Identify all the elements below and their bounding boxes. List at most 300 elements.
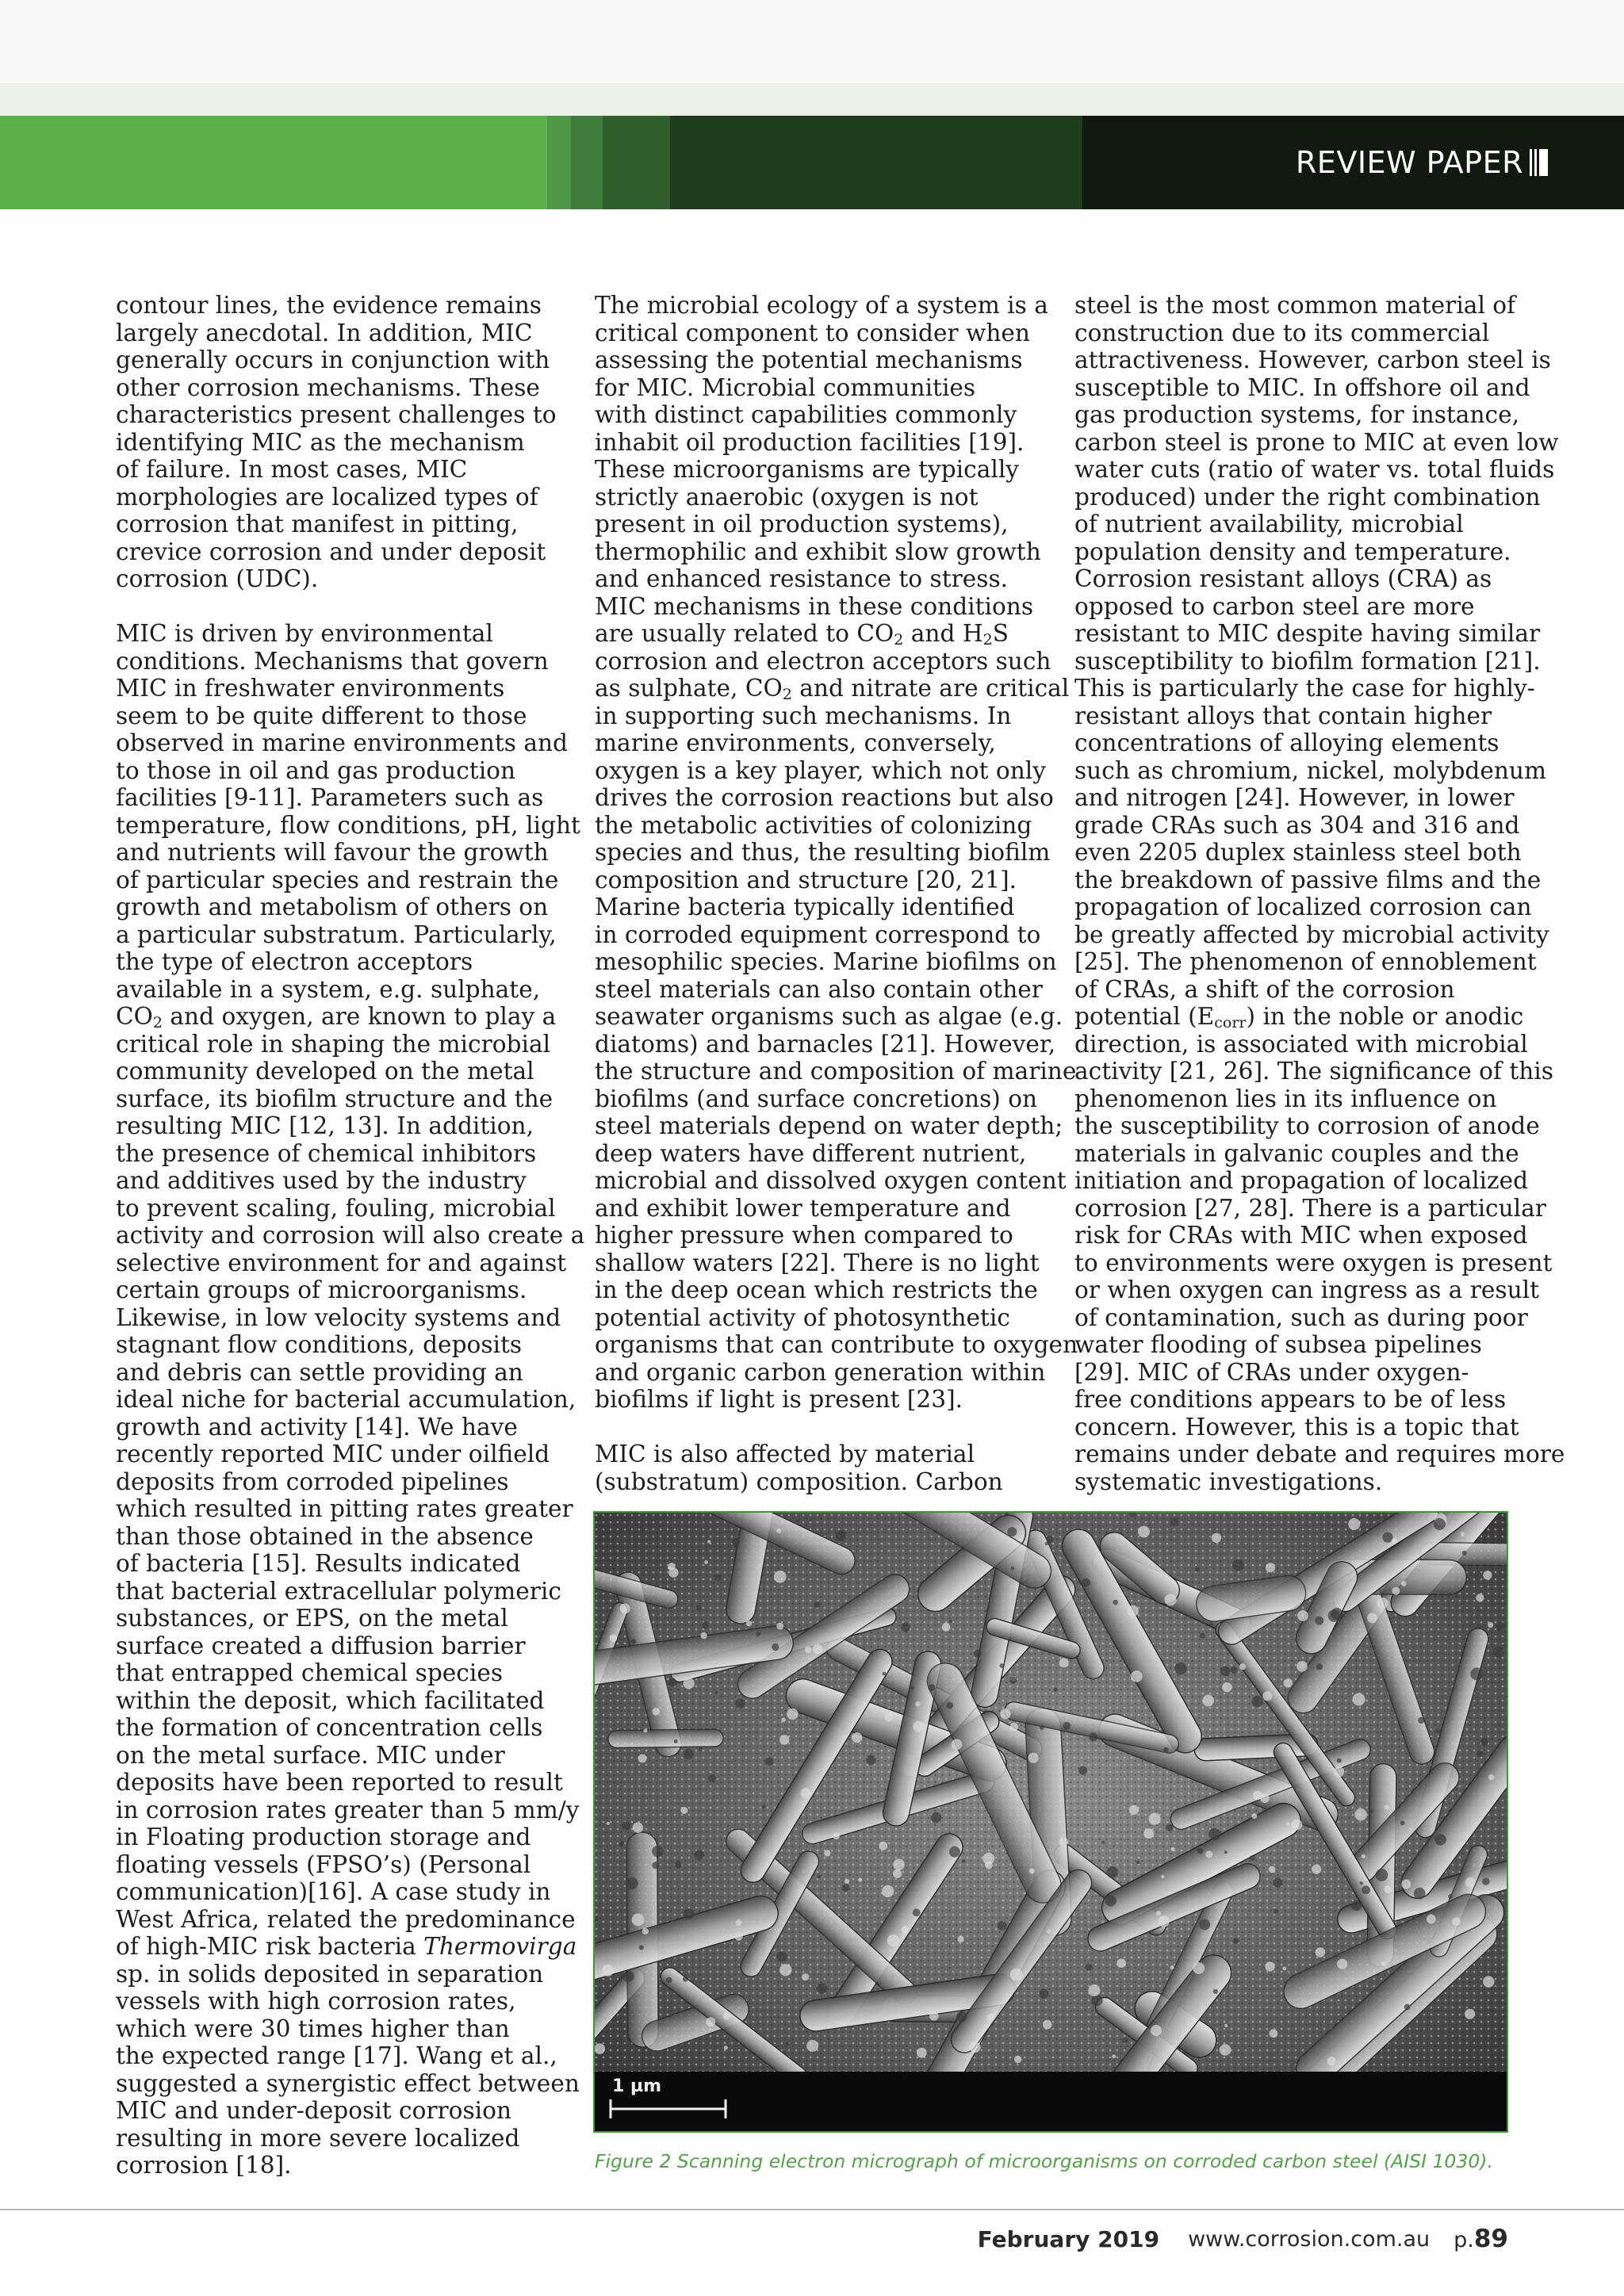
- text-line: materials in galvanic couples and the: [1074, 1139, 1519, 1167]
- deposit-particle: [666, 1977, 672, 1984]
- text-line: conditions. Mechanisms that govern: [116, 647, 549, 675]
- deposit-particle: [776, 1529, 781, 1533]
- text-line: mesophilic species. Marine biofilms on: [595, 948, 1057, 975]
- deposit-particle: [1193, 1962, 1205, 1974]
- text-line: for MIC. Microbial communities: [595, 373, 976, 401]
- deposit-particle: [1143, 1828, 1154, 1839]
- header-pale-band: [0, 83, 1624, 116]
- deposit-particle: [949, 1846, 960, 1858]
- scale-label: 1 µm: [612, 2076, 662, 2096]
- text-line: free conditions appears to be of less: [1074, 1386, 1507, 1413]
- deposit-particle: [1483, 1571, 1492, 1579]
- deposit-particle: [696, 1605, 702, 1611]
- deposit-particle: [1088, 1984, 1100, 1996]
- deposit-particle: [1401, 1879, 1411, 1888]
- deposit-particle: [845, 1879, 849, 1884]
- deposit-particle: [1156, 1911, 1161, 1915]
- deposit-particle: [1129, 1805, 1139, 1815]
- deposit-particle: [893, 1869, 902, 1878]
- deposit-particle: [970, 2042, 981, 2053]
- deposit-particle: [595, 2043, 605, 2054]
- deposit-particle: [1028, 1753, 1039, 1763]
- deposit-particle: [1014, 2056, 1021, 2063]
- deposit-particle: [805, 1647, 812, 1654]
- deposit-particle: [776, 1623, 783, 1630]
- deposit-particle: [1351, 1900, 1362, 1911]
- deposit-particle: [1334, 1766, 1345, 1777]
- deposit-particle: [1381, 1961, 1386, 1966]
- text-line: remains under debate and requires more: [1074, 1441, 1565, 1468]
- deposit-particle: [1091, 1995, 1102, 2006]
- deposit-particle: [1224, 1850, 1228, 1854]
- text-line: deposits from corroded pipelines: [116, 1468, 509, 1495]
- deposit-particle: [802, 1973, 809, 1980]
- deposit-particle: [982, 1853, 994, 1865]
- text-line: and nitrogen [24]. However, in lower: [1074, 784, 1515, 811]
- text-line: of bacteria [15]. Results indicated: [116, 1550, 521, 1577]
- text-line: composition and structure [20, 21].: [595, 866, 1017, 894]
- deposit-particle: [1385, 1885, 1392, 1893]
- deposit-particle: [1470, 1667, 1483, 1680]
- text-line: MIC is driven by environmental: [116, 620, 493, 647]
- deposit-particle: [1203, 1695, 1215, 1707]
- text-line: of particular species and restrain the: [116, 866, 559, 894]
- deposit-particle: [724, 2045, 728, 2049]
- text-line: of contamination, such as during poor: [1074, 1303, 1528, 1331]
- deposit-particle: [893, 1859, 904, 1870]
- text-line: initiation and propagation of localized: [1074, 1167, 1529, 1194]
- text-line: to environments were oxygen is present: [1074, 1249, 1553, 1276]
- deposit-particle: [1312, 1865, 1321, 1874]
- deposit-particle: [633, 1823, 643, 1833]
- header-band-2: [547, 116, 571, 209]
- deposit-particle: [1136, 1861, 1139, 1864]
- deposit-particle: [714, 1575, 722, 1582]
- text-line: crevice corrosion and under deposit: [116, 538, 546, 565]
- text-line: construction due to its commercial: [1074, 319, 1490, 346]
- text-line: and nutrients will favour the growth: [116, 839, 549, 866]
- text-line: growth and activity [14]. We have: [116, 1413, 518, 1441]
- text-line: steel materials can also contain other: [595, 975, 1043, 1003]
- text-line: $CO_2$ and oxygen, are known to play a: [116, 1003, 557, 1031]
- deposit-particle: [1262, 1691, 1272, 1701]
- text-line: present in oil production systems),: [595, 511, 1009, 538]
- deposit-particle: [1010, 1723, 1018, 1731]
- text-line: water flooding of subsea pipelines: [1074, 1331, 1482, 1358]
- text-line: diatoms) and barnacles [21]. However,: [595, 1030, 1056, 1058]
- text-line: suggested a synergistic effect between: [116, 2069, 580, 2097]
- deposit-particle: [642, 1928, 649, 1934]
- deposit-particle: [1200, 1632, 1205, 1638]
- deposit-particle: [1316, 1947, 1325, 1957]
- deposit-particle: [1266, 1563, 1275, 1572]
- text-line: propagation of localized corrosion can: [1074, 894, 1532, 920]
- text-line: which were 30 times higher than: [116, 2015, 510, 2042]
- deposit-particle: [1316, 1663, 1323, 1670]
- deposit-particle: [962, 1860, 966, 1864]
- deposit-particle: [946, 1702, 953, 1709]
- deposit-particle: [1166, 1824, 1173, 1831]
- deposit-particle: [1337, 1959, 1347, 1969]
- text-line: substances, or EPS, on the metal: [116, 1605, 508, 1632]
- text-line: Likewise, in low velocity systems and: [116, 1303, 561, 1331]
- text-line: corrosion and electron acceptors such: [595, 647, 1051, 675]
- deposit-particle: [700, 1632, 707, 1639]
- text-line: susceptibility to biofilm formation [21].: [1074, 647, 1541, 675]
- deposit-particle: [1063, 1722, 1071, 1730]
- deposit-particle: [817, 1983, 828, 1994]
- text-line: of failure. In most cases, MIC: [116, 456, 468, 483]
- text-line: certain groups of microorganisms.: [116, 1276, 527, 1303]
- text-line: of high-MIC risk bacteria Thermovirga: [116, 1933, 577, 1960]
- deposit-particle: [622, 1971, 634, 1982]
- deposit-particle: [619, 1841, 624, 1846]
- deposit-particle: [1107, 1866, 1119, 1878]
- text-line: within the deposit, which facilitated: [116, 1686, 545, 1714]
- deposit-particle: [1270, 2029, 1278, 2038]
- page-top-margin: [0, 0, 1624, 83]
- text-line: even 2205 duplex stainless steel both: [1074, 839, 1522, 866]
- text-column-3: [1074, 292, 1565, 1495]
- deposit-particle: [1046, 1536, 1054, 1544]
- text-line: sp. in solids deposited in separation: [116, 1960, 544, 1988]
- deposit-particle: [1253, 1791, 1262, 1800]
- text-line: biofilms (and surface concretions) on: [595, 1085, 1038, 1112]
- deposit-particle: [842, 1884, 850, 1892]
- deposit-particle: [707, 1540, 710, 1544]
- deposit-particle: [1138, 1526, 1150, 1538]
- text-line: susceptible to MIC. In offshore oil and: [1074, 373, 1530, 401]
- deposit-particle: [1047, 1929, 1051, 1933]
- deposit-particle: [774, 1571, 787, 1583]
- text-line: the formation of concentration cells: [116, 1714, 543, 1741]
- text-line: the type of electron acceptors: [116, 948, 473, 975]
- text-line: Marine bacteria typically identified: [595, 894, 1015, 920]
- text-line: deposits have been reported to result: [116, 1769, 563, 1796]
- deposit-particle: [974, 1650, 982, 1658]
- triple-bar-icon: [1530, 148, 1548, 177]
- deposit-particle: [765, 1757, 774, 1766]
- deposit-particle: [1362, 1854, 1365, 1858]
- deposit-particle: [801, 1788, 811, 1798]
- deposit-particle: [1434, 1834, 1446, 1846]
- text-line: the breakdown of passive films and the: [1074, 866, 1542, 894]
- text-line: in corrosion rates greater than 5 mm/y: [116, 1796, 580, 1823]
- text-line: available in a system, e.g. sulphate,: [116, 975, 541, 1003]
- deposit-particle: [601, 1631, 604, 1634]
- deposit-particle: [1089, 1732, 1097, 1741]
- text-line: the expected range [17]. Wang et al.,: [116, 2042, 557, 2069]
- deposit-particle: [653, 1708, 661, 1716]
- deposit-particle: [1000, 1663, 1005, 1668]
- text-line: MIC in freshwater environments: [116, 675, 505, 702]
- deposit-particle: [674, 1739, 678, 1743]
- text-line: critical component to consider when: [595, 319, 1030, 346]
- deposit-particle: [668, 1678, 676, 1687]
- text-column-1: [116, 292, 585, 2179]
- deposit-particle: [620, 1603, 630, 1613]
- deposit-particle: [735, 1699, 745, 1709]
- footer-website: www.corrosion.com.au: [1188, 2226, 1431, 2252]
- deposit-particle: [806, 2040, 818, 2052]
- text-line: concern. However, this is a topic that: [1074, 1413, 1519, 1441]
- deposit-particle: [1436, 1728, 1441, 1733]
- deposit-particle: [1127, 1605, 1139, 1617]
- deposit-particle: [858, 1878, 862, 1882]
- footer-page-number: 89: [1473, 2225, 1508, 2253]
- deposit-particle: [1385, 1805, 1389, 1810]
- deposit-particle: [866, 1755, 875, 1765]
- deposit-particle: [813, 1644, 823, 1655]
- deposit-particle: [1284, 1678, 1293, 1687]
- text-line: and organic carbon generation within: [595, 1358, 1046, 1386]
- text-line: The microbial ecology of a system is a: [595, 292, 1048, 319]
- text-line: direction, is associated with microbial: [1074, 1030, 1528, 1058]
- text-line: organisms that can contribute to oxygen: [595, 1331, 1078, 1358]
- deposit-particle: [1493, 1647, 1504, 1658]
- deposit-particle: [706, 2017, 715, 2026]
- text-line: thermophilic and exhibit slow growth: [595, 538, 1041, 565]
- deposit-particle: [1086, 1964, 1093, 1971]
- header-band-5: [670, 116, 805, 209]
- deposit-particle: [1174, 1663, 1186, 1674]
- deposit-particle: [987, 2014, 994, 2021]
- deposit-particle: [1011, 1567, 1015, 1571]
- deposit-particle: [852, 1732, 862, 1743]
- deposit-particle: [929, 2011, 939, 2021]
- deposit-particle: [1480, 1738, 1488, 1746]
- deposit-particle: [824, 1850, 830, 1856]
- deposit-particle: [779, 1964, 791, 1976]
- deposit-particle: [1337, 1758, 1342, 1763]
- text-line: MIC and under-deposit corrosion: [116, 2097, 512, 2124]
- text-line: in corroded equipment correspond to: [595, 920, 1041, 948]
- deposit-particle: [1158, 1915, 1170, 1927]
- deposit-particle: [1212, 1533, 1221, 1543]
- text-line: which resulted in pitting rates greater: [116, 1495, 573, 1522]
- deposit-particle: [1171, 1847, 1175, 1851]
- deposit-particle: [668, 1563, 675, 1570]
- header-band-3: [571, 116, 603, 209]
- deposit-particle: [1370, 1809, 1373, 1812]
- text-line: surface created a diffusion barrier: [116, 1632, 526, 1659]
- deposit-particle: [1197, 1848, 1204, 1854]
- deposit-particle: [683, 1976, 688, 1982]
- text-line: selective environment for and against: [116, 1249, 567, 1276]
- text-line: potential activity of photosynthetic: [595, 1303, 1010, 1331]
- text-line: corrosion [27, 28]. There is a particular: [1074, 1194, 1546, 1222]
- text-line: be greatly affected by microbial activity: [1074, 920, 1549, 948]
- text-line: of nutrient availability, microbial: [1074, 511, 1464, 538]
- deposit-particle: [781, 1718, 786, 1723]
- text-line: [25]. The phenomenon of ennoblement: [1074, 948, 1537, 975]
- header-band-6: [805, 116, 1082, 209]
- text-line: the structure and composition of marine: [595, 1058, 1077, 1085]
- text-line: seem to be quite different to those: [116, 702, 527, 729]
- text-line: risk for CRAs with MIC when exposed: [1074, 1222, 1528, 1249]
- deposit-particle: [1224, 2024, 1228, 2027]
- deposit-particle: [1452, 1917, 1461, 1926]
- deposit-particle: [952, 1739, 963, 1750]
- text-line: opposed to carbon steel are more: [1074, 592, 1475, 620]
- text-line: resulting in more severe localized: [116, 2124, 520, 2152]
- deposit-particle: [675, 1862, 682, 1869]
- deposit-particle: [644, 1729, 648, 1733]
- text-line: critical role in shaping the microbial: [116, 1030, 551, 1058]
- text-line: on the metal surface. MIC under: [116, 1741, 505, 1769]
- text-line: species and thus, the resulting biofilm: [595, 839, 1051, 866]
- text-line: other corrosion mechanisms. These: [116, 373, 540, 401]
- text-line: floating vessels (FPSO’s) (Personal: [116, 1850, 531, 1878]
- footer-page-prefix: p.: [1454, 2228, 1474, 2252]
- deposit-particle: [817, 1874, 821, 1878]
- deposit-particle: [694, 1850, 704, 1860]
- deposit-particle: [1170, 1517, 1179, 1526]
- deposit-particle: [1208, 1828, 1220, 1840]
- deposit-particle: [1315, 1617, 1323, 1625]
- text-line: assessing the potential mechanisms: [595, 346, 1023, 373]
- deposit-particle: [622, 1821, 630, 1830]
- deposit-particle: [1112, 2054, 1116, 2058]
- deposit-particle: [1375, 1869, 1388, 1881]
- deposit-particle: [1327, 2057, 1336, 2065]
- figure-caption: Figure 2 Scanning electron micrograph of microorganisms on corroded carbon steel (AISI 1030).: [595, 2150, 1493, 2172]
- deposit-particle: [772, 1644, 779, 1651]
- deposit-particle: [1239, 1663, 1246, 1670]
- text-line: the metabolic activities of colonizing: [595, 811, 1032, 839]
- deposit-particle: [652, 1846, 663, 1857]
- text-line: These microorganisms are typically: [595, 456, 1019, 483]
- text-line: activity and corrosion will also create a: [116, 1222, 585, 1249]
- deposit-particle: [1477, 1750, 1484, 1757]
- deposit-particle: [736, 1919, 742, 1926]
- deposit-particle: [785, 2042, 789, 2045]
- deposit-particle: [1043, 2020, 1052, 2030]
- text-line: morphologies are localized types of: [116, 483, 538, 511]
- text-line: water cuts (ratio of water vs. total fluids: [1074, 456, 1555, 483]
- deposit-particle: [632, 1913, 645, 1926]
- deposit-particle: [1382, 1533, 1392, 1543]
- deposit-particle: [1360, 1881, 1363, 1885]
- deposit-particle: [787, 1709, 798, 1720]
- deposit-particle: [1059, 1658, 1069, 1667]
- text-line: systematic investigations.: [1074, 1468, 1383, 1495]
- deposit-particle: [734, 1932, 742, 1940]
- deposit-particle: [756, 1632, 761, 1636]
- deposit-particle: [639, 1945, 644, 1950]
- text-line: growth and metabolism of others on: [116, 894, 549, 920]
- deposit-particle: [1195, 1567, 1200, 1572]
- text-line: [29]. MIC of CRAs under oxygen-: [1074, 1358, 1469, 1386]
- text-line: in supporting such mechanisms. In: [595, 702, 1012, 729]
- deposit-particle: [1116, 1959, 1126, 1969]
- deposit-particle: [638, 1755, 647, 1763]
- footer-page: [1454, 2225, 1508, 2253]
- text-line: community developed on the metal: [116, 1058, 534, 1085]
- micrograph-image: [595, 1513, 1507, 2131]
- deposit-particle: [1353, 1693, 1365, 1706]
- text-line: seawater organisms such as algae (e.g.: [595, 1003, 1063, 1030]
- deposit-particle: [1482, 1877, 1489, 1885]
- deposit-particle: [619, 1977, 622, 1981]
- deposit-particle: [998, 1921, 1007, 1931]
- text-line: gas production systems, for instance,: [1074, 401, 1519, 428]
- deposit-particle: [1233, 1938, 1239, 1944]
- text-line: resistant alloys that contain higher: [1074, 702, 1492, 729]
- deposit-particle: [1251, 1696, 1262, 1707]
- deposit-particle: [1448, 1894, 1453, 1899]
- text-line: observed in marine environments and: [116, 729, 568, 756]
- header-band-4: [603, 116, 670, 209]
- text-line: stagnant flow conditions, deposits: [116, 1331, 523, 1358]
- deposit-particle: [1231, 1667, 1238, 1674]
- text-line: West Africa, related the predominance: [116, 1905, 576, 1933]
- deposit-particle: [1122, 2038, 1128, 2044]
- text-line: and exhibit lower temperature and: [595, 1194, 1011, 1222]
- deposit-particle: [1483, 1976, 1494, 1987]
- deposit-particle: [776, 1951, 787, 1961]
- deposit-particle: [1010, 1969, 1023, 1981]
- deposit-particle: [1053, 1688, 1057, 1692]
- deposit-particle: [1488, 1622, 1493, 1628]
- text-line: carbon steel is prone to MIC at even low: [1074, 428, 1559, 456]
- deposit-particle: [631, 1639, 636, 1644]
- text-line: shallow waters [22]. There is no light: [595, 1249, 1040, 1276]
- text-line: strictly anaerobic (oxygen is not: [595, 483, 979, 511]
- deposit-particle: [1414, 1888, 1426, 1900]
- deposit-particle: [1113, 1600, 1118, 1605]
- deposit-particle: [1220, 2044, 1231, 2056]
- deposit-particle: [1082, 1578, 1090, 1587]
- deposit-particle: [1367, 1613, 1377, 1623]
- deposit-particle: [626, 1877, 638, 1890]
- deposit-particle: [957, 1936, 963, 1942]
- text-line: in Floating production storage and: [116, 1823, 531, 1850]
- text-line: corrosion (UDC).: [116, 565, 319, 592]
- deposit-particle: [702, 1621, 709, 1628]
- deposit-particle: [1220, 1667, 1231, 1677]
- text-line: in the deep ocean which restricts the: [595, 1276, 1038, 1303]
- section-label-text: REVIEW PAPER: [1295, 145, 1523, 180]
- text-line: inhabit oil production facilities [19].: [595, 428, 1025, 456]
- text-line: and enhanced resistance to stress.: [595, 565, 1009, 592]
- deposit-particle: [1461, 1532, 1465, 1536]
- page-footer: [978, 2220, 1508, 2258]
- text-line: MIC is also affected by material: [595, 1441, 975, 1468]
- text-line: and additives used by the industry: [116, 1167, 527, 1194]
- text-line: phenomenon lies in its influence on: [1074, 1085, 1497, 1112]
- text-line: characteristics present challenges to: [116, 401, 557, 428]
- text-line: ideal niche for bacterial accumulation,: [116, 1386, 576, 1413]
- text-line: such as chromium, nickel, molybdenum: [1074, 756, 1547, 784]
- text-line: oxygen is a key player, which not only: [595, 756, 1046, 784]
- deposit-particle: [1377, 1598, 1388, 1609]
- deposit-particle: [1210, 1623, 1213, 1626]
- section-label: [1296, 143, 1548, 182]
- deposit-particle: [1286, 1822, 1289, 1825]
- deposit-particle: [1496, 1622, 1506, 1632]
- text-line: largely anecdotal. In addition, MIC: [116, 319, 533, 346]
- deposit-particle: [913, 1721, 924, 1732]
- text-line: that bacterial extracellular polymeric: [116, 1577, 561, 1605]
- deposit-particle: [1165, 1594, 1177, 1605]
- text-line: drives the corrosion reactions but also: [595, 784, 1054, 811]
- deposit-particle: [1265, 1961, 1274, 1971]
- deposit-particle: [836, 1530, 847, 1541]
- deposit-particle: [1434, 1518, 1446, 1530]
- deposit-particle: [1297, 1610, 1308, 1621]
- text-line: temperature, flow conditions, pH, light: [116, 811, 580, 839]
